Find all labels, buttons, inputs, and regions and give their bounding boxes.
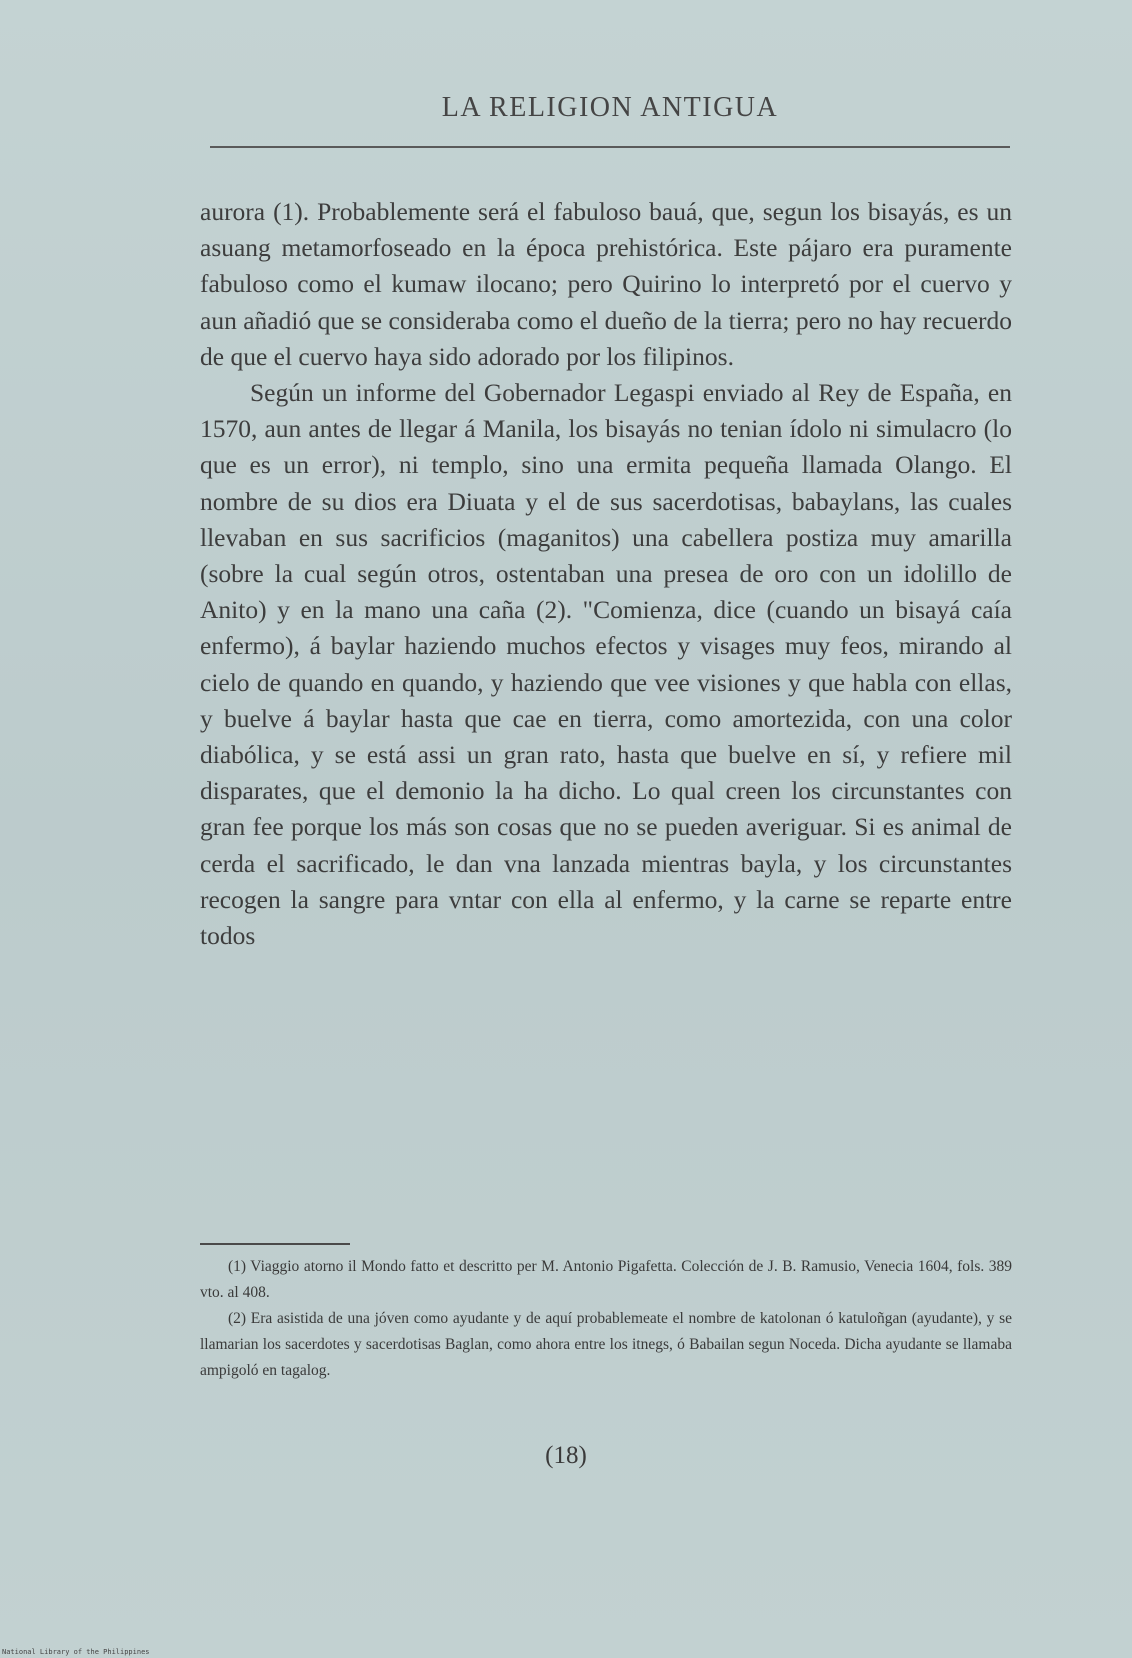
header-rule	[210, 146, 1010, 148]
running-header: LA RELIGION ANTIGUA	[441, 92, 779, 123]
body-text	[200, 194, 1012, 954]
paragraph-2: Según un informe del Gobernador Legaspi enviado al Rey de España, en 1570, aun antes de llegar á Manila, los bisayás no tenian ídolo ni simulacro (lo que es un error), ni templo, sino una ermita pequeña llamada Olango. El nombre de su dios era Diuata y el de sus sacerdotisas, babaylans, las cuales llevaban en sus sacrificios (maganitos) una cabellera postiza muy amarilla (sobre la cual según otros, ostentaban una presea de oro con un idolillo de Anito) y en la mano una caña (2). "Comienza, dice (cuando un bisayá caía enfermo), á baylar haziendo muchos efectos y visages muy feos, mirando al cielo de quando en quando, y haziendo que vee visiones y que habla con ellas, y buelve á baylar hasta que cae en tierra, como amortezida, con una color diabólica, y se está assi un gran rato, hasta que buelve en sí, y refiere mil disparates, que el demonio la ha dicho. Lo qual creen los circunstantes con gran fee porque los más son cosas que no se pueden averiguar. Si es animal de cerda el sacrificado, le dan vna lanzada mientras bayla, y los circunstantes recogen la sangre para vntar con ella al enfermo, y la carne se reparte entre todos	[200, 378, 1012, 951]
page-number: (18)	[545, 1442, 587, 1469]
scan-credit: National Library of the Philippines	[2, 1648, 150, 1656]
footnote-1: (1) Viaggio atorno il Mondo fatto et descritto per M. Antonio Pigafetta. Colección de J. B. Ramusio, Venecia 1604, fols. 389 vto. al 408.	[200, 1258, 1012, 1301]
footnote-rule	[200, 1243, 350, 1245]
paragraph-1: aurora (1). Probablemente será el fabuloso bauá, que, segun los bisayás, es un asuang metamorfoseado en la época prehistórica. Este pájaro era puramente fabuloso como el kumaw ilocano; pero Quirino lo interpretó por el cuervo y aun añadió que se consideraba como el dueño de la tierra; pero no hay recuerdo de que el cuervo haya sido adorado por los filipinos.	[200, 197, 1012, 371]
footnotes	[200, 1254, 1012, 1384]
footnote-2: (2) Era asistida de una jóven como ayudante y de aquí probablemeate el nombre de katolonan ó katuloñgan (ayudante), y se llamarian los sacerdotes y sacerdotisas Baglan, como ahora entre los itnegs, ó Babailan segun Noceda. Dicha ayudante se llamaba ampigoló en tagalog.	[200, 1310, 1012, 1379]
